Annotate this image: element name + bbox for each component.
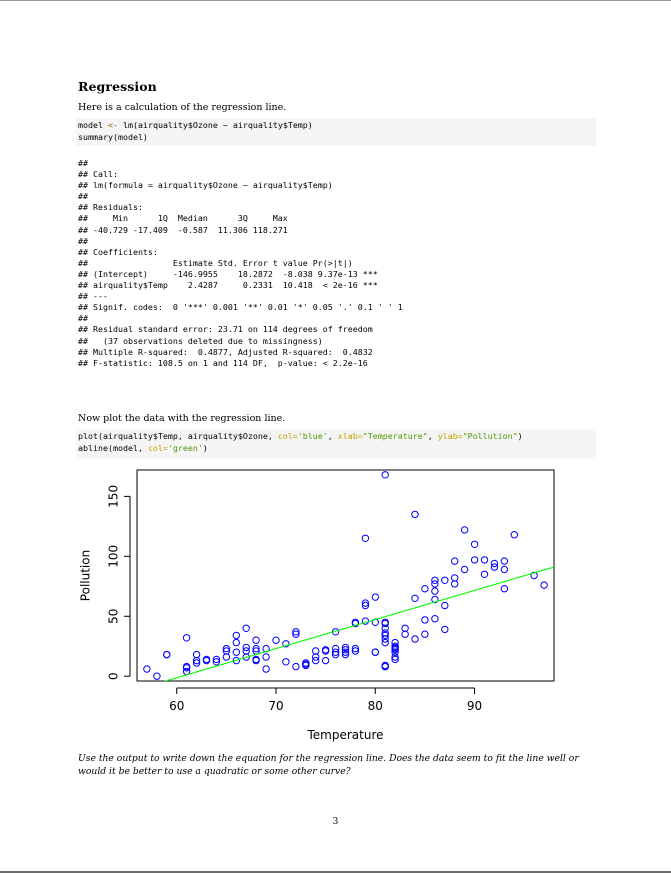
x-tick-label: 90 — [466, 699, 483, 713]
data-point — [481, 571, 487, 577]
data-point — [372, 649, 378, 655]
data-point — [223, 654, 229, 660]
output-line: ## Signif. codes: 0 '***' 0.001 '**' 0.01 '*' 0.05 '.' 0.1 ' ' 1 — [78, 302, 403, 313]
output-line: ## lm(formula = airquality$Ozone ~ airquality$Temp) — [78, 180, 333, 191]
data-point — [154, 673, 160, 679]
plot-intro-paragraph: Now plot the data with the regression line. — [78, 413, 286, 424]
data-point — [501, 586, 507, 592]
plot-code-token: col= — [147, 442, 168, 453]
output-line: ## Coefficients: — [78, 246, 158, 257]
x-tick-label: 60 — [169, 699, 185, 713]
x-tick-label: 70 — [268, 699, 284, 713]
plot-code-token: , — [427, 431, 438, 441]
data-point — [412, 595, 418, 601]
data-point — [233, 632, 239, 638]
model-code-token: lm(airquality$Ozone ~ airquality$Temp) — [117, 120, 313, 130]
model-code-token: model — [78, 120, 108, 130]
data-point — [372, 594, 378, 600]
model-code-token: summary(model) — [78, 131, 148, 142]
data-point — [233, 649, 239, 655]
data-point — [263, 666, 269, 672]
page-number: 3 — [332, 817, 339, 827]
output-line: ## Multiple R-squared: 0.4877, Adjusted R-squared: 0.4832 — [78, 346, 373, 357]
y-tick-label: 50 — [106, 608, 121, 624]
question-paragraph: Use the output to write down the equation for the regression line. Does the data seem to fit the line well or would it be better to use a quadratic or some other curve? — [78, 753, 579, 777]
data-point — [452, 581, 458, 587]
output-line: ## — [78, 313, 88, 324]
plot-code-token: ) — [517, 431, 523, 441]
data-point — [432, 616, 438, 622]
data-point — [193, 651, 199, 657]
plot-code-line — [78, 431, 596, 443]
model-code-line — [78, 120, 596, 132]
data-point — [412, 636, 418, 642]
output-line: ## Min 1Q Median 3Q Max — [78, 213, 288, 224]
data-point — [144, 666, 150, 672]
output-line: ## Residuals: — [78, 202, 143, 213]
data-point — [183, 635, 189, 641]
data-point — [442, 577, 448, 583]
data-point — [471, 557, 477, 563]
code-block-plot — [76, 429, 596, 459]
data-point — [233, 639, 239, 645]
output-line: ## Residual standard error: 23.71 on 114 degrees of freedom — [78, 324, 373, 335]
scatter-plot — [70, 465, 590, 745]
data-point — [412, 511, 418, 517]
data-point — [461, 566, 467, 572]
data-point — [273, 637, 279, 643]
output-line: ## (Intercept) -146.9955 18.2872 -8.038 9.37e-13 *** — [78, 268, 378, 279]
model-code-line — [78, 132, 596, 144]
plot-code-token: col= — [277, 431, 298, 441]
data-point — [501, 566, 507, 572]
plot-code-token: xlab= — [337, 431, 363, 441]
output-line: ## airquality$Temp 2.4287 0.2331 10.418 < 2e-16 *** — [78, 280, 378, 291]
output-line: ## F-statistic: 108.5 on 1 and 114 DF, p-value: < 2.2e-16 — [78, 357, 368, 368]
plot-code-token: 'blue' — [297, 431, 328, 441]
data-point — [511, 532, 517, 538]
data-point — [541, 582, 547, 588]
data-point — [313, 648, 319, 654]
page-border-top — [0, 0, 671, 1]
plot-code-line — [78, 443, 596, 455]
data-point — [461, 527, 467, 533]
data-point — [263, 654, 269, 660]
data-point — [164, 651, 170, 657]
summary-output — [78, 158, 596, 369]
intro-paragraph: Here is a calculation of the regression line. — [78, 102, 287, 113]
plot-code-token: , — [327, 431, 338, 441]
output-line: ## — [78, 235, 88, 246]
data-point — [422, 631, 428, 637]
regression-line — [137, 567, 554, 689]
data-point — [293, 663, 299, 669]
output-line: ## — [78, 158, 88, 168]
plot-code-token: ) — [202, 442, 208, 453]
data-point — [432, 588, 438, 594]
data-point — [422, 586, 428, 592]
output-line: ## (37 observations deleted due to missingness) — [78, 335, 323, 346]
output-line: ## -40.729 -17.409 -0.587 11.306 118.271 — [78, 224, 288, 235]
code-block-model — [76, 118, 596, 146]
output-line: ## Estimate Std. Error t value Pr(>|t|) — [78, 257, 353, 268]
plot-code-token: 'green' — [167, 442, 203, 453]
data-point — [362, 535, 368, 541]
plot-code-token: "Temperature" — [362, 431, 428, 441]
data-point — [481, 557, 487, 563]
data-point — [452, 575, 458, 581]
data-point — [501, 558, 507, 564]
plot-code-token: abline(model, — [78, 442, 148, 453]
section-title: Regression — [78, 79, 157, 94]
y-tick-label: 0 — [106, 672, 121, 681]
plot-code-token: "Pollution" — [462, 431, 518, 441]
output-line: ## --- — [78, 291, 108, 302]
data-point — [471, 541, 477, 547]
data-point — [322, 657, 328, 663]
data-point — [452, 558, 458, 564]
plot-code-token: ylab= — [437, 431, 463, 441]
plot-code-token: plot(airquality$Temp, airquality$Ozone, — [78, 431, 278, 441]
data-point — [442, 626, 448, 632]
x-axis-label: Temperature — [307, 728, 384, 742]
data-point — [422, 617, 428, 623]
output-line: ## — [78, 191, 88, 202]
y-tick-label: 100 — [106, 544, 121, 568]
data-point — [382, 472, 388, 478]
model-code-token: <- — [107, 120, 118, 130]
data-point — [442, 602, 448, 608]
output-line: ## Call: — [78, 169, 118, 180]
x-tick-label: 80 — [367, 699, 383, 713]
data-point — [243, 625, 249, 631]
data-point — [283, 659, 289, 665]
y-tick-label: 150 — [106, 484, 121, 508]
y-axis-label: Pollution — [78, 549, 93, 602]
data-point — [253, 637, 259, 643]
